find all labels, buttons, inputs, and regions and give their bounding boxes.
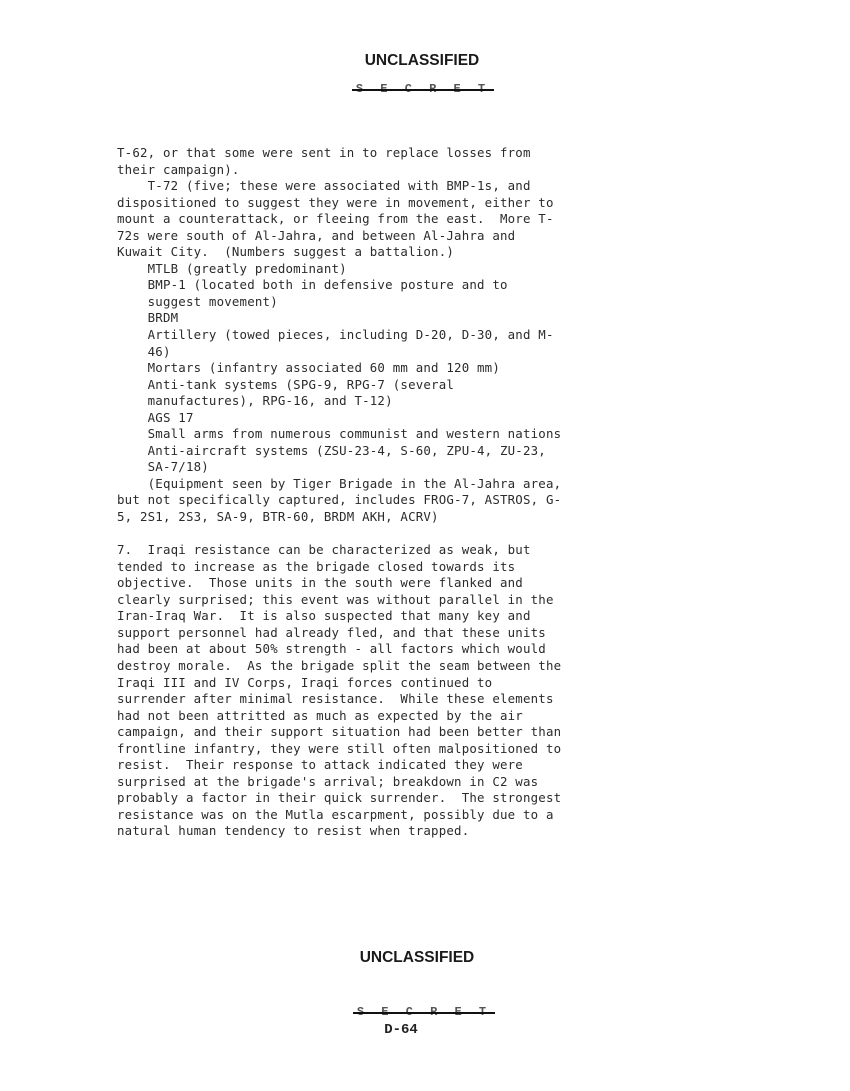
text-line: T-72 (five; these were associated with BMP-1s, and <box>117 178 531 194</box>
text-line: probably a factor in their quick surrender. The strongest <box>117 790 562 806</box>
text-line: 5, 2S1, 2S3, SA-9, BTR-60, BRDM AKH, ACRV) <box>117 509 439 525</box>
text-line: resist. Their response to attack indicated they were <box>117 757 523 773</box>
text-line: objective. Those units in the south were flanked and <box>117 575 523 591</box>
text-line: destroy morale. As the brigade split the seam between the <box>117 657 562 673</box>
paragraph-gap <box>117 526 717 543</box>
text-line: mount a counterattack, or fleeing from the east. More T- <box>117 211 554 227</box>
text-line: had been at about 50% strength - all factors which would <box>117 641 546 657</box>
text-line: suggest movement) <box>117 293 278 309</box>
text-line: AGS 17 <box>117 409 194 425</box>
text-line: Mortars (infantry associated 60 mm and 120 mm) <box>117 360 500 376</box>
text-line: their campaign). <box>117 161 240 177</box>
text-line: MTLB (greatly predominant) <box>117 260 347 276</box>
text-line: resistance was on the Mutla escarpment, possibly due to a <box>117 806 554 822</box>
classification-header: UNCLASSIFIED <box>364 52 480 69</box>
struck-secret-text: S E C R E T <box>353 1005 495 1019</box>
classification-footer: UNCLASSIFIED <box>359 949 475 966</box>
text-line: support personnel had already fled, and that these units <box>117 624 546 640</box>
struck-secret-marking-bottom <box>0 1005 849 1019</box>
text-line: tended to increase as the brigade closed towards its <box>117 558 516 574</box>
document-body <box>117 145 717 840</box>
text-line: Artillery (towed pieces, including D-20, D-30, and M- <box>117 327 554 343</box>
text-line: Anti-tank systems (SPG-9, RPG-7 (several <box>117 376 455 392</box>
text-line: Iraqi III and IV Corps, Iraqi forces continued to <box>117 674 493 690</box>
text-line: 72s were south of Al-Jahra, and between Al-Jahra and <box>117 227 516 243</box>
text-line: surprised at the brigade's arrival; breakdown in C2 was <box>117 773 539 789</box>
text-line: Small arms from numerous communist and western nations <box>117 426 562 442</box>
text-line: T-62, or that some were sent in to replace losses from <box>117 145 531 160</box>
text-line: had not been attritted as much as expected by the air <box>117 707 523 723</box>
text-line: surrender after minimal resistance. While these elements <box>117 691 554 707</box>
text-line: campaign, and their support situation had been better than <box>117 724 562 740</box>
text-line: natural human tendency to resist when trapped. <box>117 823 470 839</box>
text-line: but not specifically captured, includes FROG-7, ASTROS, G- <box>117 492 562 508</box>
text-line: BRDM <box>117 310 179 326</box>
text-line: manufactures), RPG-16, and T-12) <box>117 393 393 409</box>
text-line: Iran-Iraq War. It is also suspected that many key and <box>117 608 531 624</box>
text-line: frontline infantry, they were still often malpositioned to <box>117 740 562 756</box>
text-line: Anti-aircraft systems (ZSU-23-4, S-60, ZPU-4, ZU-23, <box>117 442 546 458</box>
text-line: SA-7/18) <box>117 459 209 475</box>
text-line: 46) <box>117 343 171 359</box>
text-line: 7. Iraqi resistance can be characterized as weak, but <box>117 542 531 558</box>
text-line: (Equipment seen by Tiger Brigade in the Al-Jahra area, <box>117 475 562 491</box>
text-line: dispositioned to suggest they were in movement, either to <box>117 194 554 210</box>
text-line: BMP-1 (located both in defensive posture and to <box>117 277 508 293</box>
struck-secret-text: S E C R E T <box>352 82 494 96</box>
page-number: D-64 <box>384 1022 418 1038</box>
text-line: clearly surprised; this event was without parallel in the <box>117 591 554 607</box>
text-line: Kuwait City. (Numbers suggest a battalion.) <box>117 244 455 260</box>
struck-secret-marking-top <box>0 82 848 96</box>
